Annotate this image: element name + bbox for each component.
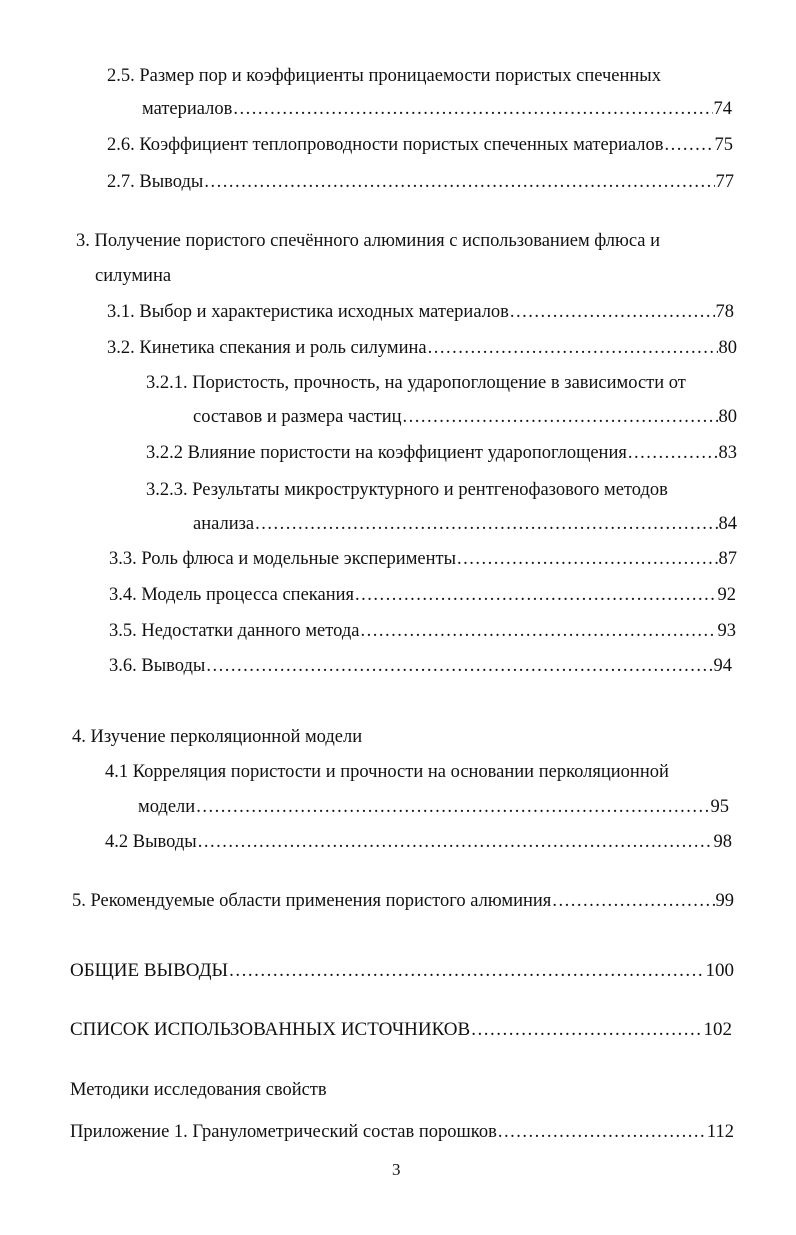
toc-entry-title: 3.2. Кинетика спекания и роль силумина xyxy=(107,338,427,358)
toc-page-number: 77 xyxy=(715,172,734,192)
dot-leader xyxy=(471,1018,702,1042)
toc-entry-3-2-1-line1: 3.2.1. Пористость, прочность, на ударопоглощение в зависимости от xyxy=(146,373,686,393)
toc-methods-heading: Методики исследования свойств xyxy=(70,1080,327,1100)
toc-entry-title: СПИСОК ИСПОЛЬЗОВАННЫХ ИСТОЧНИКОВ xyxy=(70,1019,471,1040)
toc-entry-title: 2.7. Выводы xyxy=(107,172,204,192)
toc-page-number: 92 xyxy=(717,585,736,605)
toc-entry-title: 3.3. Роль флюса и модельные эксперименты xyxy=(109,549,457,569)
toc-page-number: 80 xyxy=(718,407,737,427)
toc-page-number: 83 xyxy=(718,443,737,463)
dot-leader xyxy=(428,336,718,360)
toc-entry-4-1-line1: 4.1 Корреляция пористости и прочности на основании перколяционной xyxy=(105,762,669,782)
dot-leader xyxy=(552,889,714,913)
toc-page-number: 98 xyxy=(713,832,732,852)
toc-general-conclusions[interactable] xyxy=(70,959,734,983)
toc-page-number: 100 xyxy=(705,960,734,981)
toc-entry-3-2-3-line1: 3.2.3. Результаты микроструктурного и рентгенофазового методов xyxy=(146,480,668,500)
dot-leader xyxy=(355,583,716,607)
toc-entry-3-2[interactable] xyxy=(107,336,737,360)
toc-entry-3-2-1[interactable] xyxy=(193,405,737,429)
dot-leader xyxy=(196,795,709,819)
toc-entry-title: 3.1. Выбор и характеристика исходных материалов xyxy=(107,302,509,322)
dot-leader xyxy=(198,830,713,854)
dot-leader xyxy=(360,619,716,643)
toc-entry-3-5[interactable] xyxy=(109,619,736,643)
page-number: 3 xyxy=(392,1160,401,1179)
toc-appendix-1[interactable] xyxy=(70,1120,734,1144)
toc-entry-3-3[interactable] xyxy=(109,547,737,571)
toc-entry-4-1[interactable] xyxy=(138,795,729,819)
toc-chapter-5[interactable] xyxy=(72,889,734,913)
toc-references[interactable] xyxy=(70,1018,732,1042)
toc-page-number: 74 xyxy=(713,99,732,119)
toc-page-number: 99 xyxy=(715,891,734,911)
toc-entry-3-1[interactable] xyxy=(107,300,734,324)
toc-page-number: 94 xyxy=(713,656,732,676)
toc-entry-3-6[interactable] xyxy=(109,654,732,678)
toc-entry-title: анализа xyxy=(193,514,255,534)
dot-leader xyxy=(233,97,712,121)
toc-entry-3-2-2[interactable] xyxy=(146,441,737,465)
dot-leader xyxy=(664,133,713,157)
toc-page-number: 78 xyxy=(715,302,734,322)
dot-leader xyxy=(204,170,714,194)
dot-leader xyxy=(403,405,718,429)
toc-entry-2-5-line1: 2.5. Размер пор и коэффициенты проницаемости пористых спеченных xyxy=(107,66,661,86)
dot-leader xyxy=(206,654,712,678)
toc-page-number: 75 xyxy=(714,135,733,155)
toc-entry-title: ОБЩИЕ ВЫВОДЫ xyxy=(70,960,229,981)
toc-entry-title: 5. Рекомендуемые области применения пористого алюминия xyxy=(72,891,552,911)
dot-leader xyxy=(498,1120,706,1144)
toc-page-number: 80 xyxy=(718,338,737,358)
toc-entry-title: материалов xyxy=(142,99,233,119)
toc-chapter-3-line2: силумина xyxy=(95,266,172,286)
toc-entry-2-7[interactable] xyxy=(107,170,734,194)
toc-entry-title: 4.2 Выводы xyxy=(105,832,197,852)
toc-page-number: 84 xyxy=(718,514,737,534)
dot-leader xyxy=(457,547,717,571)
toc-entry-title: 2.6. Коэффициент теплопроводности пористых спеченных материалов xyxy=(107,135,664,155)
toc-page-number: 95 xyxy=(710,797,729,817)
toc-entry-title: составов и размера частиц xyxy=(193,407,402,427)
toc-page-number: 87 xyxy=(718,549,737,569)
toc-entry-title: 3.4. Модель процесса спекания xyxy=(109,585,355,605)
toc-page-number: 102 xyxy=(703,1019,732,1040)
toc-entry-title: 3.5. Недостатки данного метода xyxy=(109,621,360,641)
dot-leader xyxy=(628,441,718,465)
toc-entry-2-5[interactable] xyxy=(142,97,732,121)
toc-entry-3-2-3[interactable] xyxy=(193,512,737,536)
toc-page-number: 112 xyxy=(706,1122,734,1142)
toc-entry-3-4[interactable] xyxy=(109,583,736,607)
toc-entry-2-6[interactable] xyxy=(107,133,733,157)
toc-chapter-3-line1: 3. Получение пористого спечённого алюминия с использованием флюса и xyxy=(76,231,661,251)
toc-entry-title: 3.2.2 Влияние пористости на коэффициент ударопоглощения xyxy=(146,443,627,463)
toc-entry-4-2[interactable] xyxy=(105,830,732,854)
toc-chapter-4: 4. Изучение перколяционной модели xyxy=(72,727,363,747)
toc-entry-title: модели xyxy=(138,797,196,817)
toc-entry-title: Приложение 1. Гранулометрический состав порошков xyxy=(70,1122,497,1142)
dot-leader xyxy=(510,300,715,324)
dot-leader xyxy=(255,512,717,536)
dot-leader xyxy=(229,959,704,983)
toc-entry-title: 3.6. Выводы xyxy=(109,656,206,676)
toc-page-number: 93 xyxy=(717,621,736,641)
